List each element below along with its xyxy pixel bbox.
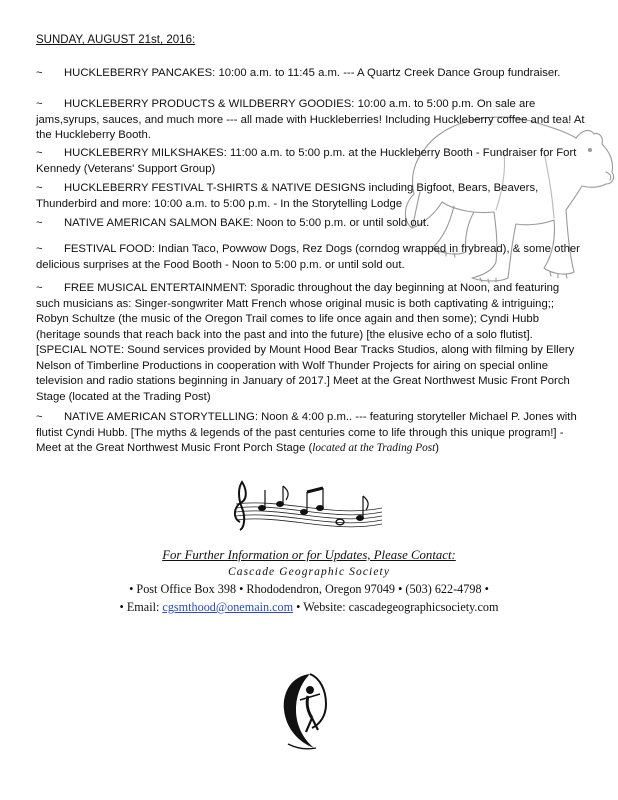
- email-label: • Email:: [119, 600, 160, 614]
- event-item-text-tail: ): [435, 442, 440, 454]
- event-item-milkshakes: [36, 146, 586, 177]
- event-location-note: located at the Trading Post: [312, 442, 436, 454]
- event-item-music: [36, 281, 586, 405]
- event-item-storytelling: [36, 410, 586, 457]
- moon-flute-player-logo: [280, 670, 328, 752]
- event-item-text: FREE MUSICAL ENTERTAINMENT: Sporadic throughout the day beginning at Noon, and featuring such musicians as: Singer-songwriter Matt French whose original music is both captivating & intriguing;; Robyn Schultze (the music of the Oregon Trail comes to life once again and then some); Cyndi Hubb (heritage sounds that reach back into the past and into the future) [the elusive echo of a solo flutist]. [SPECIAL NOTE: Sound services provided by Mount Hood Bear Tracks Studios, along with filming by Ellery Nelson of Timberline Productions in cooperation with Wolf Thunder Projects for airing on special online television and radio stations beginning in January of 2017.] Meet at the Great Northwest Music Front Porch Stage (located at the Trading Post): [36, 282, 575, 403]
- event-item-text: HUCKLEBERRY FESTIVAL T-SHIRTS & NATIVE DESIGNS including Bigfoot, Bears, Beavers, Thunderbird and more: 10:00 a.m. to 5:00 p.m. - In the Storytelling Lodge: [36, 182, 539, 210]
- bullet-tilde: ~: [36, 217, 43, 229]
- event-date-heading: SUNDAY, AUGUST 21st, 2016:: [36, 34, 196, 46]
- event-item-tshirts: [36, 181, 586, 212]
- bullet-tilde: ~: [36, 411, 43, 423]
- website-link[interactable]: cascadegeographicsociety.com: [348, 600, 499, 614]
- event-item-salmon-bake: [36, 216, 586, 232]
- contact-heading: For Further Information or for Updates, Please Contact:: [162, 548, 456, 562]
- event-item-products: [36, 97, 586, 144]
- bullet-tilde: ~: [36, 67, 43, 79]
- bullet-tilde: ~: [36, 243, 43, 255]
- event-item-text: NATIVE AMERICAN STORYTELLING: Noon & 4:00 p.m.. --- featuring storyteller Michael P. Jones with flutist Cyndi Hubb. [The myths & legends of the past centuries come to life through this unique program!] - Meet at the Great Northwest Music Front Porch Stage (: [36, 411, 577, 454]
- music-notes-illustration: [222, 478, 392, 534]
- event-item-text: HUCKLEBERRY PANCAKES: 10:00 a.m. to 11:45 a.m. --- A Quartz Creek Dance Group fundraiser.: [64, 67, 561, 79]
- event-item-pancakes: [36, 66, 586, 82]
- email-link[interactable]: cgsmthood@onemain.com: [162, 600, 294, 614]
- organization-name: Cascade Geographic Society: [227, 566, 391, 578]
- bullet-tilde: ~: [36, 282, 43, 294]
- event-item-festival-food: [36, 242, 586, 273]
- bullet-tilde: ~: [36, 98, 43, 110]
- bullet-tilde: ~: [36, 147, 43, 159]
- contact-address: • Post Office Box 398 • Rhododendron, Oregon 97049 • (503) 622-4798 •: [129, 582, 489, 596]
- contact-online: [0, 600, 618, 615]
- event-item-text: NATIVE AMERICAN SALMON BAKE: Noon to 5:00 p.m. or until sold out.: [64, 217, 430, 229]
- bullet-tilde: ~: [36, 182, 43, 194]
- event-item-text: HUCKLEBERRY PRODUCTS & WILDBERRY GOODIES: 10:00 a.m. to 5:00 p.m. On sale are jams,syrups, sauces, and much more --- all made with Huckleberries! Including Huckleberry coffee and tea! At the Huckleberry Booth.: [36, 98, 585, 141]
- event-item-text: FESTIVAL FOOD: Indian Taco, Powwow Dogs, Rez Dogs (corndog wrapped in frybread), & some other delicious surprises at the Food Booth - Noon to 5:00 p.m. or until sold out.: [36, 243, 580, 271]
- website-label: • Website:: [296, 600, 346, 614]
- event-item-text: HUCKLEBERRY MILKSHAKES: 11:00 a.m. to 5:00 p.m. at the Huckleberry Booth - Fundraiser for Fort Kennedy (Veterans' Support Group): [36, 147, 577, 175]
